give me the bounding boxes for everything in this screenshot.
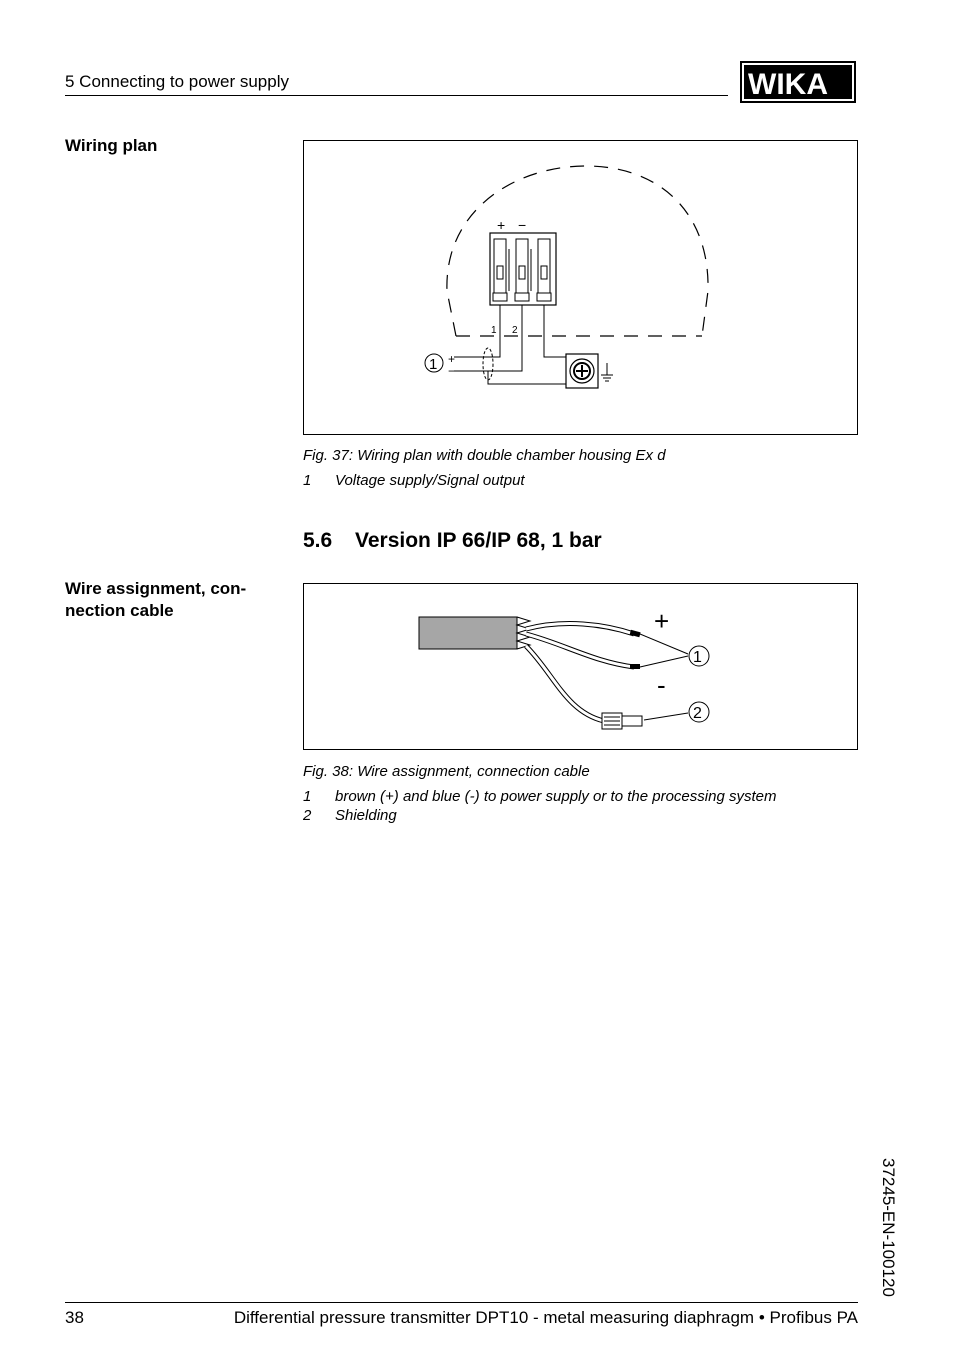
callout-1-label: 1 (693, 649, 702, 666)
terminal-3 (537, 239, 551, 301)
legend-text: Shielding (335, 807, 397, 824)
earth-icon (601, 363, 613, 381)
logo-text: WIKA (748, 68, 828, 101)
terminal-block (490, 233, 556, 305)
figure-38-legend-item (303, 807, 397, 824)
callout-1-label: 1 (429, 356, 438, 373)
supply-plus-label: + (448, 352, 456, 366)
section-title: Version IP 66/IP 68, 1 bar (355, 529, 602, 552)
callout-2-label: 2 (693, 705, 702, 722)
terminal-plus-label: + (497, 217, 506, 233)
wire-assignment-diagram (304, 584, 857, 749)
figure-37-wiring-plan (303, 140, 858, 435)
leader-line-2 (644, 713, 688, 720)
figure-37-legend-item (303, 472, 525, 489)
side-heading-wiring-plan: Wiring plan (65, 136, 158, 155)
footer-rule (65, 1302, 858, 1303)
leader-line-1b (640, 656, 688, 667)
supply-minus-label: − (448, 364, 456, 378)
header-rule (65, 95, 728, 96)
running-header: 5 Connecting to power supply (65, 72, 289, 91)
wire-brown (526, 624, 634, 634)
footer-document-title: Differential pressure transmitter DPT10 - metal measuring diaphragm • Profibus PA (233, 1308, 858, 1327)
figure-37-caption: Fig. 37: Wiring plan with double chamber housing Ex d (303, 447, 666, 464)
figure-38-wire-assignment (303, 583, 858, 750)
cable-jacket (419, 617, 517, 649)
terminal-2-label: 2 (512, 325, 518, 336)
terminal-1-label: 1 (491, 325, 497, 336)
legend-text: brown (+) and blue (-) to power supply or to the processing system (335, 788, 777, 805)
document-id: 37245-EN-100120 (879, 1158, 898, 1297)
ground-terminal (566, 354, 598, 388)
section-number: 5.6 (303, 529, 333, 552)
wire-blue-end (630, 664, 640, 669)
figure-38-caption: Fig. 38: Wire assignment, connection cable (303, 763, 590, 780)
legend-number: 2 (303, 807, 312, 824)
side-heading-wire-assignment: Wire assignment, con- nection cable (65, 579, 247, 620)
page-number: 38 (65, 1308, 84, 1327)
legend-text: Voltage supply/Signal output (335, 472, 525, 489)
section-heading (303, 529, 602, 553)
housing-outline (447, 166, 708, 336)
legend-number: 1 (303, 472, 312, 489)
legend-number: 1 (303, 788, 312, 805)
wire-minus (454, 305, 522, 371)
wiring-plan-diagram (304, 141, 857, 434)
polarity-plus-label: + (654, 606, 670, 636)
wire-brown-end (630, 630, 641, 637)
wire-ground (544, 305, 566, 357)
terminal-minus-label: − (518, 217, 527, 233)
leader-line-1a (640, 634, 688, 654)
terminal-2 (515, 239, 529, 301)
figure-38-legend-item (303, 788, 776, 805)
wika-logo (740, 60, 858, 104)
terminal-1 (493, 239, 507, 301)
polarity-minus-label: - (657, 670, 666, 700)
wire-ferrule (602, 713, 642, 729)
